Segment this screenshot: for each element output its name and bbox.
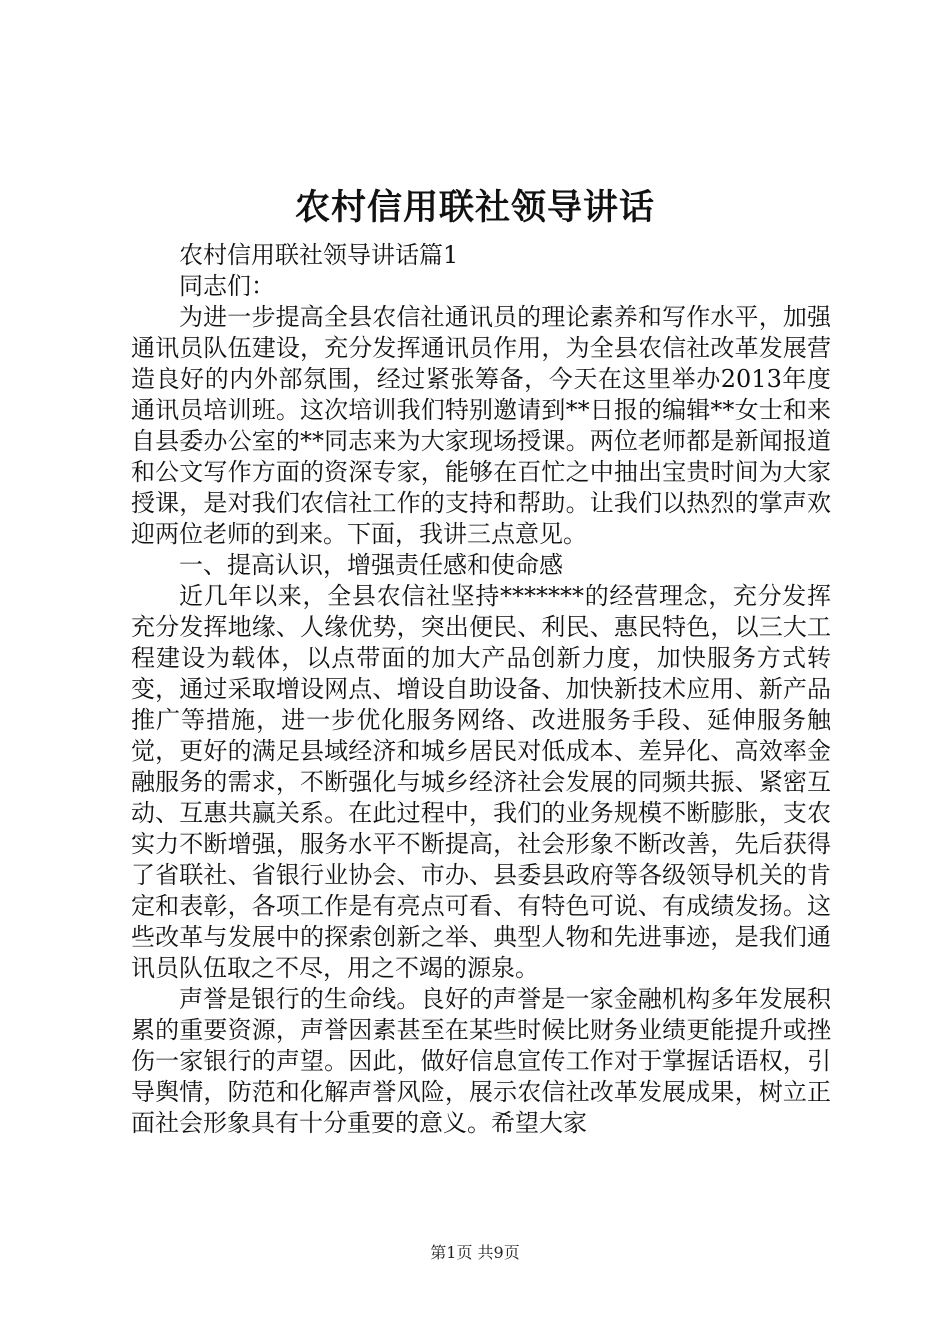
page-number-footer: 第1页 共9页 <box>430 1243 520 1262</box>
paragraph-intro: 为进一步提高全县农信社通讯员的理论素养和写作水平，加强通讯员队伍建设，充分发挥通讯员作用，为全县农信社改革发展营造良好的内外部氛围，经过紧张筹备，今天在这里举办2013年度通讯员培训班。这次培训我们特别邀请到**日报的编辑**女士和来自县委办公室的**同志来为大家现场授课。两位老师都是新闻报道和公文写作方面的资深专家，能够在百忙之中抽出宝贵时间为大家授课，是对我们农信社工作的支持和帮助。让我们以热烈的掌声欢迎两位老师的到来。下面，我讲三点意见。 <box>131 303 831 548</box>
document-body <box>131 240 831 1139</box>
document-title: 农村信用联社领导讲话 <box>294 187 655 228</box>
subheading-one: 一、提高认识，增强责任感和使命感 <box>179 551 563 579</box>
paragraph-achievements: 近几年以来，全县农信社坚持*******的经营理念，充分发挥充分发挥地缘、人缘优势，突出便民、利民、惠民特色，以三大工程建设为载体，以点带面的加大产品创新力度，加快服务方式转变，通过采取增设网点、增设自助设备、加快新技术应用、新产品推广等措施，进一步优化服务网络、改进服务手段、延伸服务触觉，更好的满足县域经济和城乡居民对低成本、差异化、高效率金融服务的需求，不断强化与城乡经济社会发展的同频共振、紧密互动、互惠共赢关系。在此过程中，我们的业务规模不断膨胀，支农实力不断增强，服务水平不断提高，社会形象不断改善，先后获得了省联社、省银行业协会、市办、县委县政府等各级领导机关的肯定和表彰，各项工作是有亮点可看、有特色可说、有成绩发扬。这些改革与发展中的探索创新之举、典型人物和先进事迹，是我们通讯员队伍取之不尽，用之不竭的源泉。 <box>131 582 831 982</box>
salutation: 同志们： <box>179 272 275 300</box>
paragraph-reputation: 声誉是银行的生命线。良好的声誉是一家金融机构多年发展积累的重要资源，声誉因素甚至在某些时候比财务业绩更能提升或挫伤一家银行的声望。因此，做好信息宣传工作对于掌握话语权，引导舆情，防范和化解声誉风险，展示农信社改革发展成果，树立正面社会形象具有十分重要的意义。希望大家 <box>131 985 831 1137</box>
section-heading: 农村信用联社领导讲话篇1 <box>179 241 459 269</box>
